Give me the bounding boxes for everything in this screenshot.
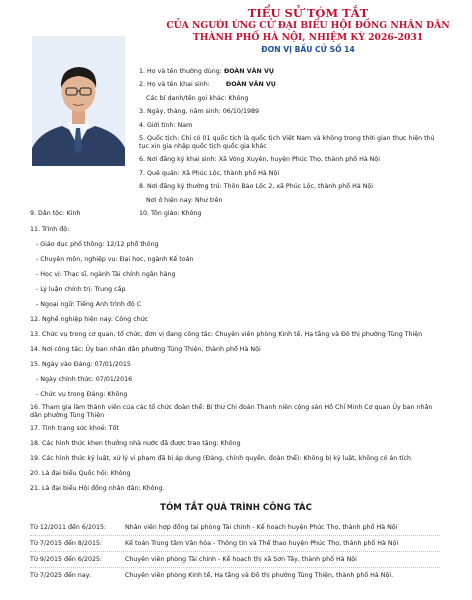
career-summary-title: TÓM TẮT QUÁ TRÌNH CÔNG TÁC — [160, 503, 312, 513]
field-gender: 4. Giới tính: Nam — [139, 122, 193, 129]
field-birth-name-label: 2. Họ và tên khai sinh: — [139, 81, 210, 88]
field-birth-date: 3. Ngày, tháng, năm sinh: 06/10/1989 — [139, 108, 260, 115]
field-birth-name — [139, 81, 276, 89]
field-political-theory: - Lý luận chính trị: Trung cấp — [36, 286, 126, 293]
field-peoples-council: 21. Là đại biểu Hội đồng nhân dân: Không. — [30, 485, 165, 492]
field-ethnicity: 9. Dân tộc: Kinh — [30, 210, 81, 217]
field-birth-registration: 6. Nơi đăng ký khai sinh: Xã Vòng Xuyên, huyện Phúc Thọ, thành phố Hà Nội — [139, 156, 380, 163]
electoral-unit: ĐƠN VỊ BẦU CỬ SỐ 14 — [261, 45, 355, 54]
career-description: Kế toán Trung tâm Văn hóa - Thông tin và Thể thao huyện Phúc Thọ, thành phố Hà Nội — [125, 540, 399, 547]
field-current-residence: Nơi ở hiện nay: Như trên — [146, 197, 223, 204]
field-common-name — [139, 68, 274, 76]
field-aliases: Các bí danh/tên gọi khác: Không — [146, 95, 249, 102]
field-health: 17. Tình trạng sức khoẻ: Tốt — [30, 425, 119, 432]
field-awards: 18. Các hình thức khen thưởng nhà nước đã được trao tặng: Không — [30, 440, 241, 447]
field-hometown: 7. Quê quán: Xã Phúc Lộc, thành phố Hà Nội — [139, 170, 280, 177]
field-occupation: 12. Nghề nghiệp hiện nay: Công chức — [30, 316, 149, 323]
field-common-name-value: ĐOÀN VĂN VỤ — [223, 68, 274, 75]
field-party-position: - Chức vụ trong Đảng: Không — [36, 391, 128, 398]
field-national-assembly: 20. Là đại biểu Quốc hội: Không — [30, 470, 131, 477]
career-description: Nhân viên hợp đồng tại phòng Tài chính - Kế hoạch huyện Phúc Thọ, thành phố Hà Nội — [125, 524, 398, 531]
career-description: Chuyên viên phòng Tài chính - Kế hoạch thị xã Sơn Tây, thành phố Hà Nội — [125, 556, 357, 563]
field-permanent-residence: 8. Nơi đăng ký thường trú: Thôn Bảo Lộc 2, xã Phúc Lộc, thành phố Hà Nội — [139, 183, 374, 190]
field-workplace: 14. Nơi công tác: Ủy ban nhân dân phường Tùng Thiện, thành phố Hà Nội — [30, 346, 261, 353]
field-discipline: 19. Các hình thức kỷ luật, xử lý vi phạm đã bị áp dụng (Đảng, chính quyền, đoàn thể): Không bị kỷ luật, không có án tích — [30, 455, 411, 462]
career-period: Từ 7/2015 đến 8/2015: — [30, 540, 103, 547]
career-row-divider — [30, 567, 440, 568]
career-row-divider — [30, 551, 440, 552]
field-party-join-date: 15. Ngày vào Đảng: 07/01/2015 — [30, 361, 131, 368]
career-row-divider — [30, 535, 440, 536]
document-subtitle-line2: THÀNH PHỐ HÀ NỘI, NHIỆM KỲ 2026-2031 — [192, 31, 424, 43]
career-description: Chuyên viên phòng Kinh tế, Hạ tầng và Đô thị phường Tùng Thiện, thành phố Hà Nội. — [125, 572, 394, 579]
field-position: 13. Chức vụ trong cơ quan, tổ chức, đơn vị đang công tác: Chuyên viên phòng Kinh tế, Hạ tầng và Đô thị phường Tùng Thiện — [30, 331, 423, 338]
document-title: TIỂU SỬ TÓM TẮT — [247, 6, 369, 20]
candidate-portrait-photo — [32, 36, 125, 166]
field-academic-degree: - Học vị: Thạc sĩ, ngành Tài chính ngân hàng — [36, 271, 176, 278]
field-common-name-label: 1. Họ và tên thường dùng: — [139, 68, 222, 75]
career-period: Từ 12/2011 đến 6/2015: — [30, 524, 107, 531]
field-birth-name-value: ĐOÀN VĂN VỤ — [225, 81, 276, 88]
career-period: Từ 9/2015 đến 6/2025: — [30, 556, 103, 563]
field-party-official-date: - Ngày chính thức: 07/01/2016 — [36, 376, 133, 383]
field-education-heading: 11. Trình độ: — [30, 226, 70, 233]
field-general-education: - Giáo dục phổ thông: 12/12 phổ thông — [36, 241, 159, 248]
field-nationality: 5. Quốc tịch: Chỉ có 01 quốc tịch là quốc tịch Việt Nam và không trong thời gian thực hiện thủ tục xin gia nhập quốc tịch quốc gia khác — [139, 135, 435, 150]
document-header — [150, 6, 466, 56]
field-religion: 10. Tôn giáo: Không — [139, 210, 202, 217]
career-period: Từ 7/2025 đến nay: — [30, 572, 92, 579]
document-subtitle-line1: CỦA NGƯỜI ỨNG CỬ ĐẠI BIỂU HỘI ĐỒNG NHÂN DÂN — [166, 20, 450, 31]
field-foreign-language: - Ngoại ngữ: Tiếng Anh trình độ C — [36, 301, 142, 308]
field-organizations: 16. Tham gia làm thành viên của các tổ chức đoàn thể: Bí thư Chi đoàn Thanh niên cộng sản Hồ Chí Minh Cơ quan Ủy ban nhân dân phường Tùng Thiện — [30, 404, 433, 419]
field-professional-degree: - Chuyên môn, nghiệp vụ: Đại học, ngành Kế toán — [36, 256, 194, 263]
